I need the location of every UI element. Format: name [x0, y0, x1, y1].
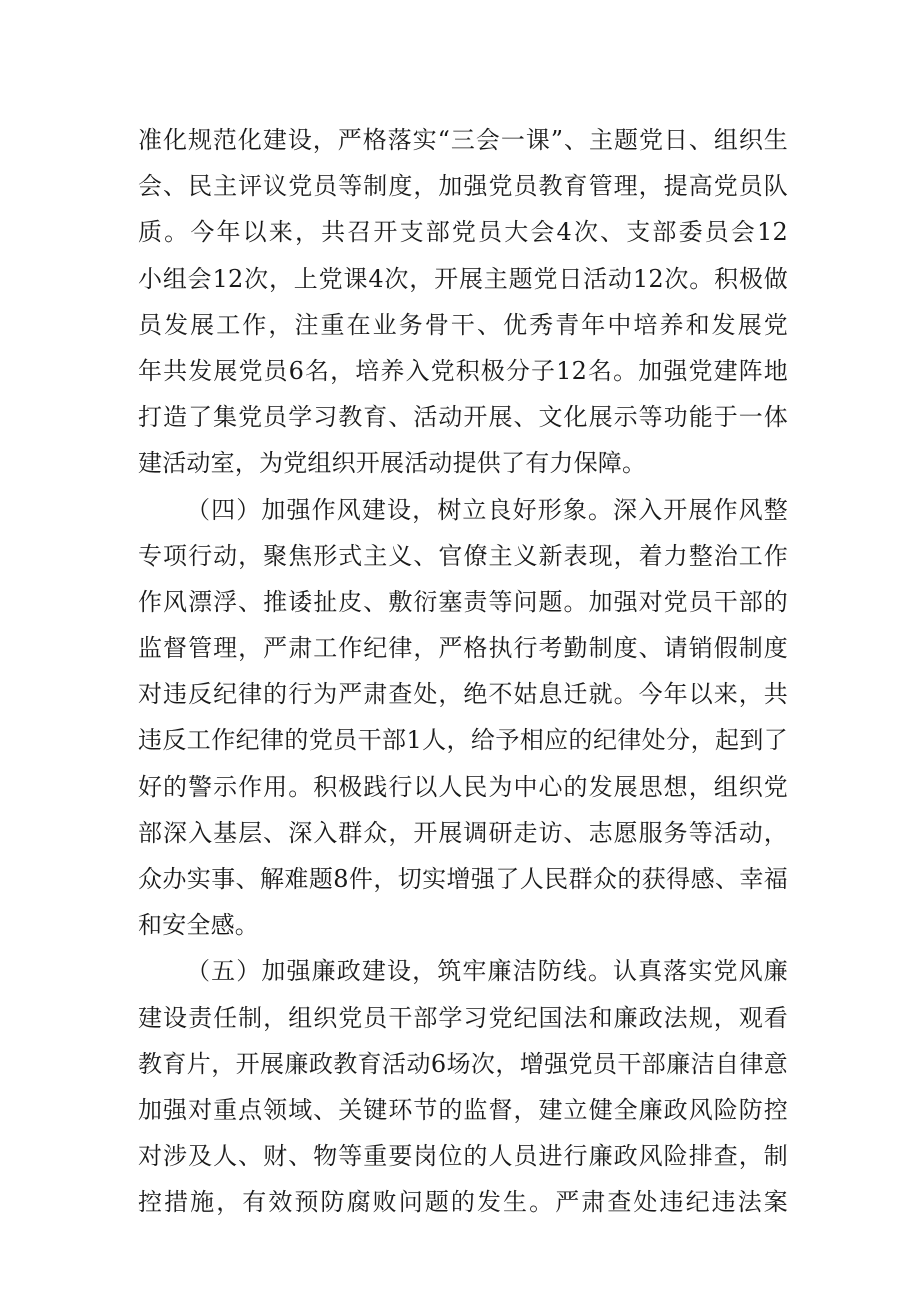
text-line: 控措施，有效预防腐败问题的发生。严肃查处违纪违法案	[138, 1188, 788, 1217]
text-line: 对违反纪律的行为严肃查处，绝不姑息迁就。今年以来，共	[138, 680, 788, 709]
paragraph-start-line: （四）加强作风建设，树立良好形象。深入开展作风整	[186, 495, 788, 524]
text-line: 准化规范化建设，严格落实“三会一课”、主题党日、组织生	[138, 126, 788, 154]
text-line: 教育片，开展廉政教育活动6场次，增强党员干部廉洁自律意	[138, 1049, 788, 1078]
text-line: 建活动室，为党组织开展活动提供了有力保障。	[138, 449, 647, 478]
text-line: 小组会12次，上党课4次，开展主题党日活动12次。积极做	[138, 264, 788, 293]
text-line: 建设责任制，组织党员干部学习党纪国法和廉政法规，观看	[138, 1003, 788, 1032]
text-line: 违反工作纪律的党员干部1人，给予相应的纪律处分，起到了	[138, 726, 788, 755]
text-line: 质。今年以来，共召开支部党员大会4次、支部委员会12	[138, 218, 788, 247]
paragraph-start-line: （五）加强廉政建设，筑牢廉洁防线。认真落实党风廉	[186, 957, 788, 986]
text-line: 员发展工作，注重在业务骨干、优秀青年中培养和发展党	[138, 310, 788, 339]
text-line: 打造了集党员学习教育、活动开展、文化展示等功能于一体	[138, 403, 788, 432]
text-line: 作风漂浮、推诿扯皮、敷衍塞责等问题。加强对党员干部的	[138, 587, 788, 616]
text-line: 众办实事、解难题8件，切实增强了人民群众的获得感、幸福	[138, 865, 788, 893]
text-line: 专项行动，聚焦形式主义、官僚主义新表现，着力整治工作	[138, 541, 788, 570]
text-line: 和安全感。	[138, 911, 259, 940]
text-line: 部深入基层、深入群众，开展调研走访、志愿服务等活动，	[138, 818, 788, 847]
text-line: 监督管理，严肃工作纪律，严格执行考勤制度、请销假制度	[138, 634, 788, 663]
document-body	[138, 117, 788, 1226]
text-line: 年共发展党员6名，培养入党积极分子12名。加强党建阵地	[138, 356, 788, 385]
text-line: 好的警示作用。积极践行以人民为中心的发展思想，组织党	[138, 772, 788, 801]
text-line: 对涉及人、财、物等重要岗位的人员进行廉政风险排查，制	[138, 1142, 788, 1171]
text-line: 加强对重点领域、关键环节的监督，建立健全廉政风险防控	[138, 1095, 788, 1124]
text-line: 会、民主评议党员等制度，加强党员教育管理，提高党员队	[138, 172, 788, 201]
